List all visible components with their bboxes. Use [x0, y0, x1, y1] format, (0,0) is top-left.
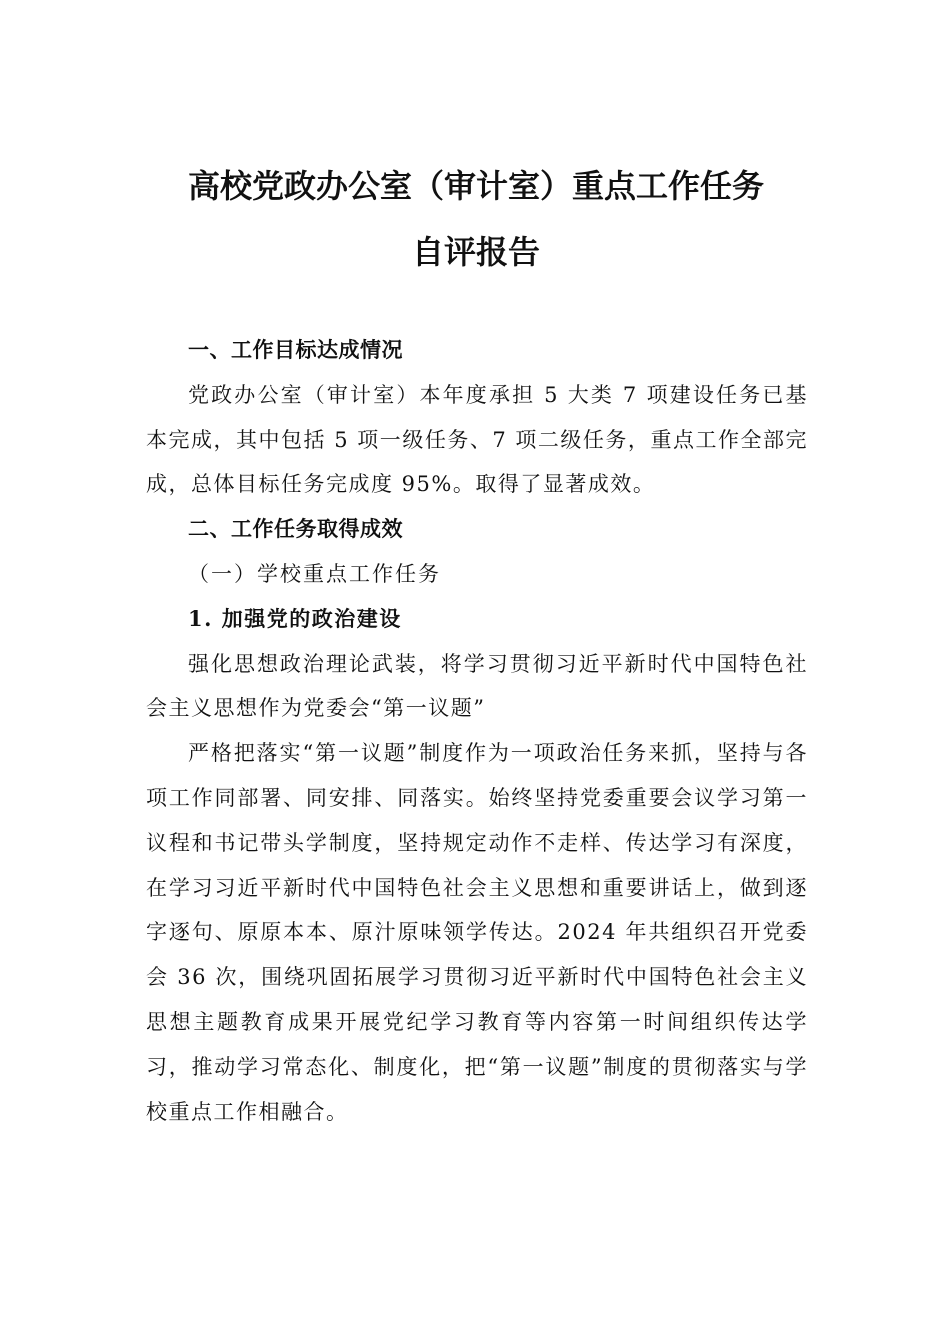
subsection-heading-1: （一）学校重点工作任务	[188, 561, 441, 586]
document-title: 高校党政办公室（审计室）重点工作任务	[187, 167, 764, 205]
section-1-paragraph: 党政办公室（审计室）本年度承担 5 大类 7 项建设任务已基本完成，其中包括 5 项一级任务、7 项二级任务，重点工作全部完成，总体目标任务完成度 95%。取得了显著成效。	[146, 382, 808, 497]
section-heading-1: 一、工作目标达成情况	[188, 338, 403, 362]
item-1-paragraph-2: 严格把落实“第一议题”制度作为一项政治任务来抓，坚持与各项工作同部署、同安排、同落实。始终坚持党委重要会议学习第一议程和书记带头学制度，坚持规定动作不走样、传达学习有深度，在学习习近平新时代中国特色社会主义思想和重要讲话上，做到逐字逐句、原原本本、原汁原味领学传达。2024 年共组织召开党委会 36 次，围绕巩固拓展学习贯彻习近平新时代中国特色社会主义思想主题教育成果开展党纪学习教育等内容第一时间组织传达学习，推动学习常态化、制度化，把“第一议题”制度的贯彻落实与学校重点工作相融合。	[146, 741, 808, 1124]
item-heading-1: 1. 加强党的政治建设	[188, 605, 402, 631]
section-heading-2: 二、工作任务取得成效	[188, 517, 403, 542]
document-subtitle: 自评报告	[411, 233, 540, 271]
item-1-paragraph-1: 强化思想政治理论武装，将学习贯彻习近平新时代中国特色社会主义思想作为党委会“第一议题”	[146, 651, 808, 721]
document-body	[146, 328, 808, 1134]
